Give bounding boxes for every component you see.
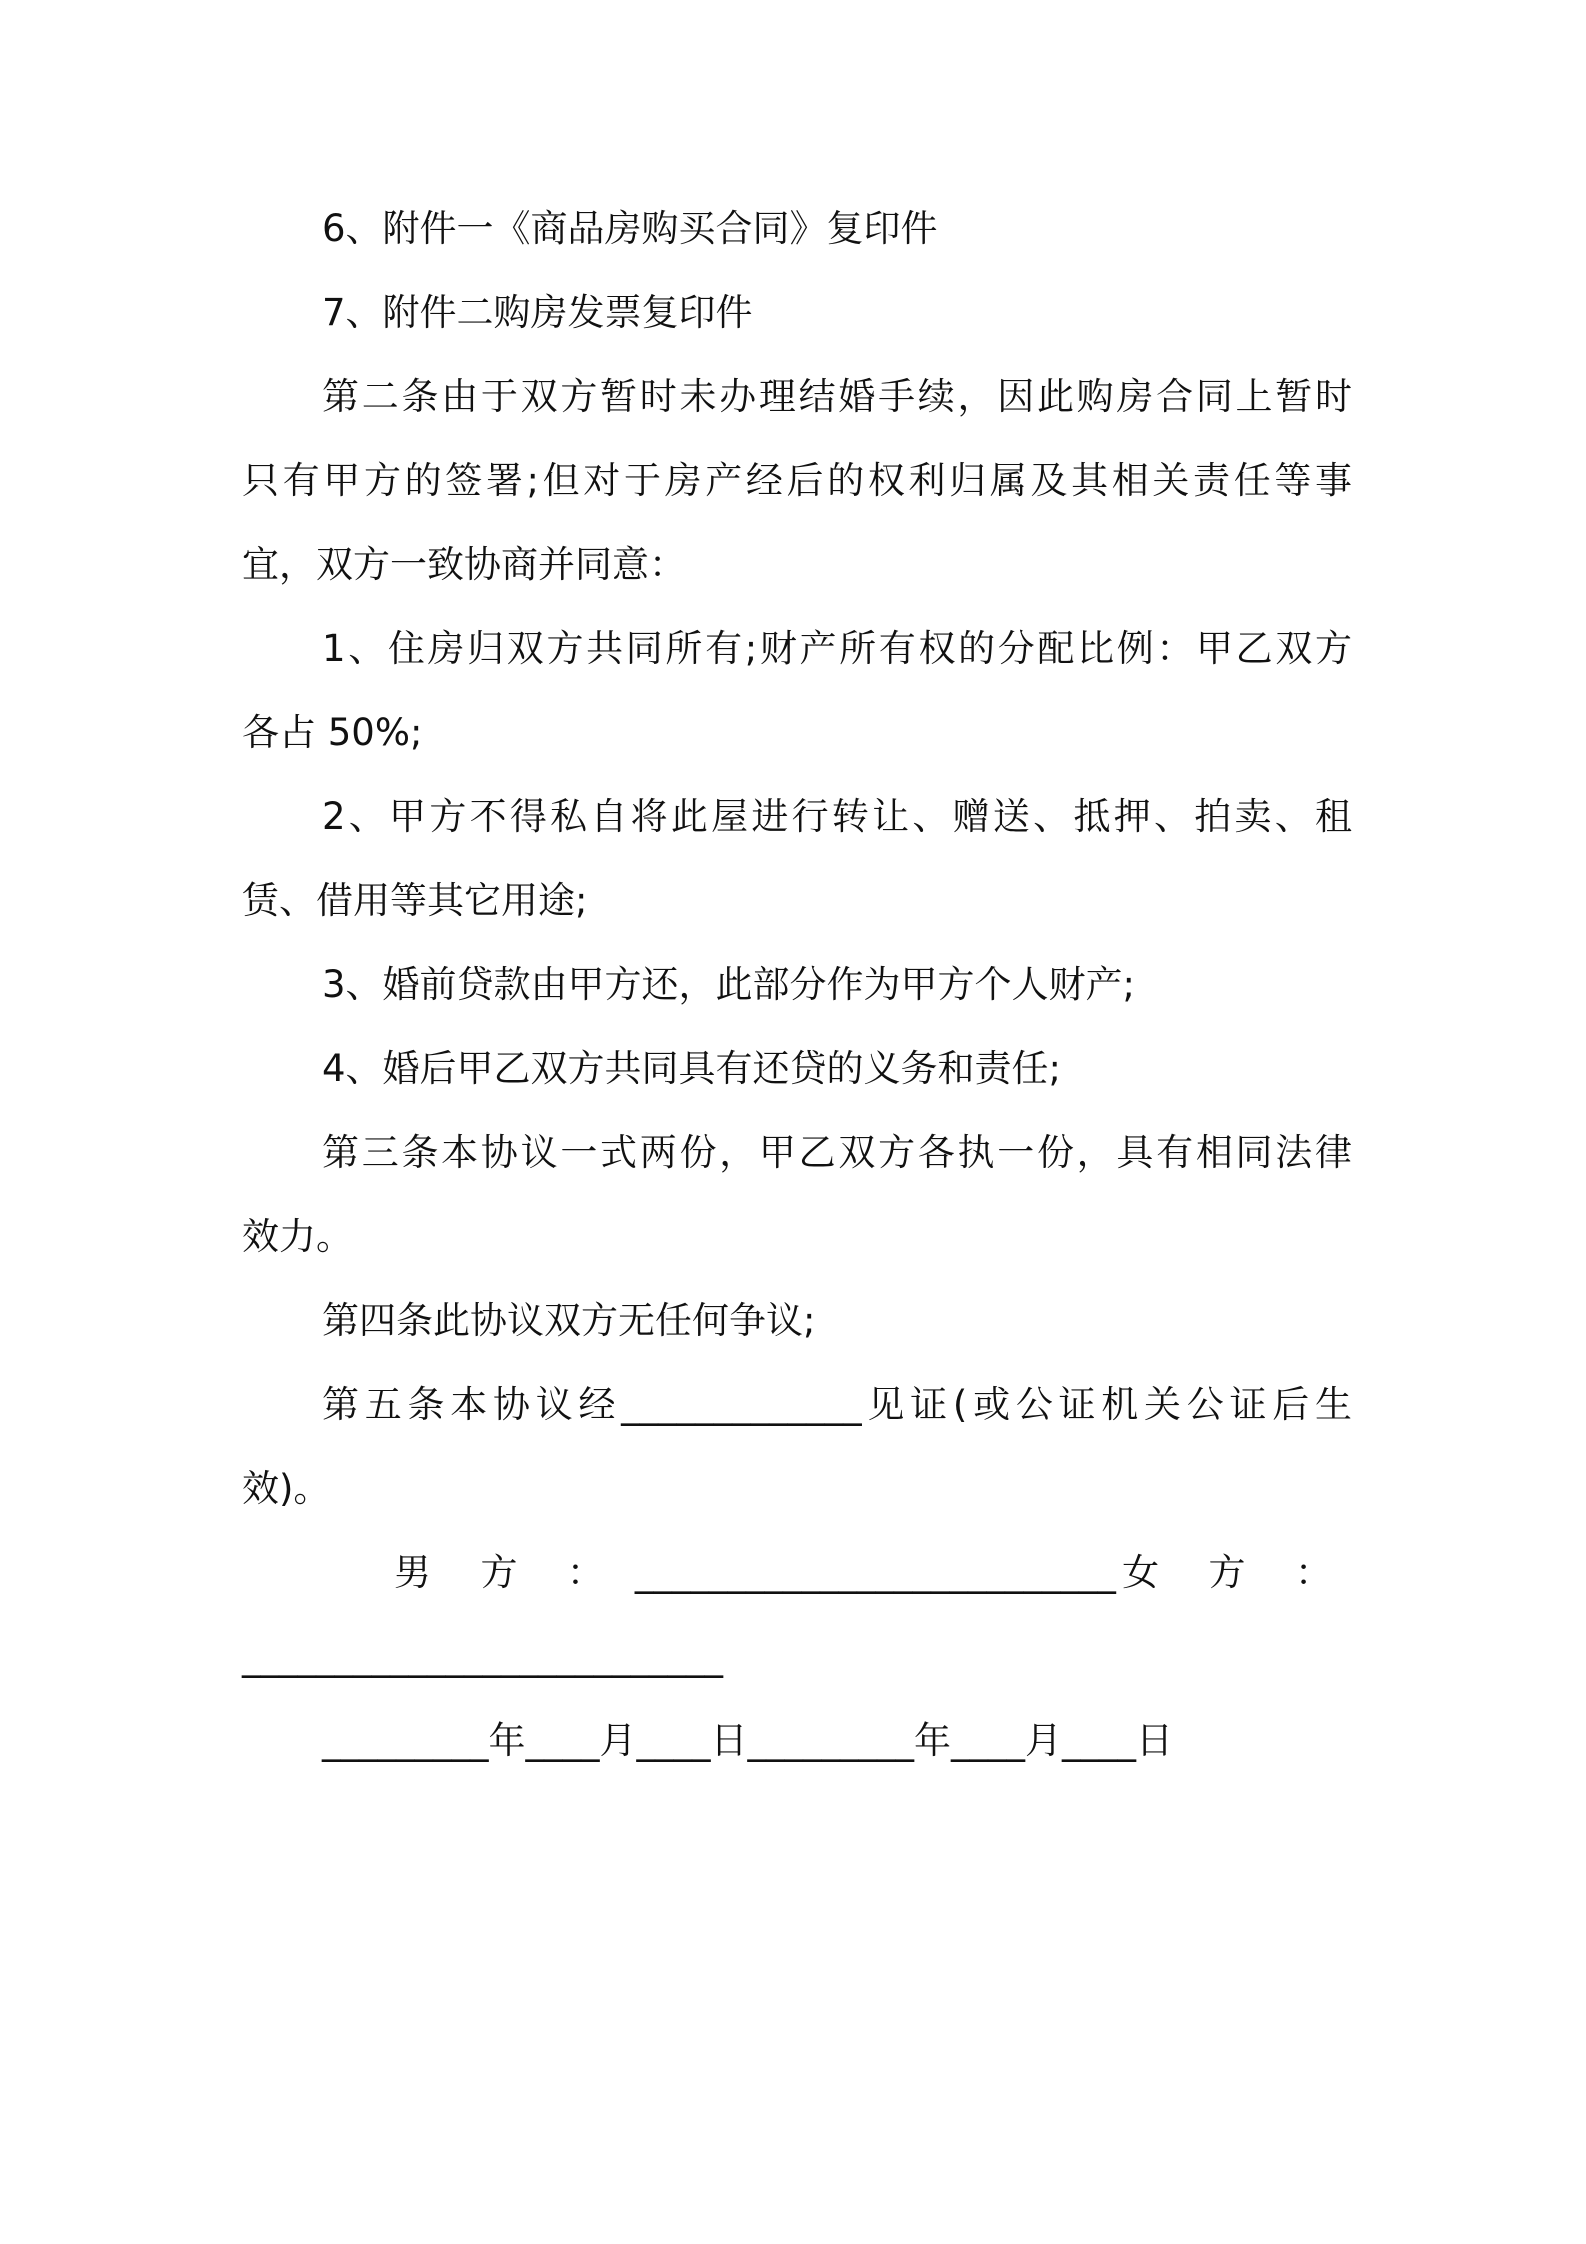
article-4-line: 第四条此协议双方无任何争议; (322, 1299, 816, 1342)
clause-4-line: 4、婚后甲乙双方共同具有还贷的义务和责任; (322, 1047, 1062, 1090)
attachment-2-line: 7、附件二购房发票复印件 (322, 291, 753, 334)
clause-1-line-1: 1、住房归双方共同所有;财产所有权的分配比例：甲乙双方 (322, 627, 1352, 670)
article-3-line-1: 第三条本协议一式两份，甲乙双方各执一份，具有相同法律 (322, 1131, 1352, 1174)
clause-1-line-2: 各占 50%; (242, 711, 423, 754)
clause-3-line: 3、婚前贷款由甲方还，此部分作为甲方个人财产; (322, 963, 1136, 1006)
article-2-line-2: 只有甲方的签署;但对于房产经后的权利归属及其相关责任等事 (242, 459, 1352, 502)
article-3-line-2: 效力。 (242, 1215, 353, 1258)
article-5-line-1: 第五条本协议经_____________见证(或公证机关公证后生 (322, 1383, 1352, 1426)
clause-2-line-1: 2、甲方不得私自将此屋进行转让、赠送、抵押、拍卖、租 (322, 795, 1352, 838)
article-5-line-2: 效)。 (242, 1467, 331, 1510)
date-line: _________年____月____日_________年____月____日 (322, 1719, 1173, 1762)
article-2-line-1: 第二条由于双方暂时未办理结婚手续，因此购房合同上暂时 (322, 375, 1352, 418)
article-2-line-3: 宜，双方一致协商并同意： (242, 543, 686, 586)
signature-line-parties: 男 方 ： __________________________女 方 ： (394, 1551, 1332, 1594)
attachment-1-line: 6、附件一《商品房购买合同》复印件 (322, 207, 938, 250)
clause-2-line-2: 赁、借用等其它用途; (242, 879, 588, 922)
signature-line-blank: __________________________ (242, 1635, 723, 1678)
